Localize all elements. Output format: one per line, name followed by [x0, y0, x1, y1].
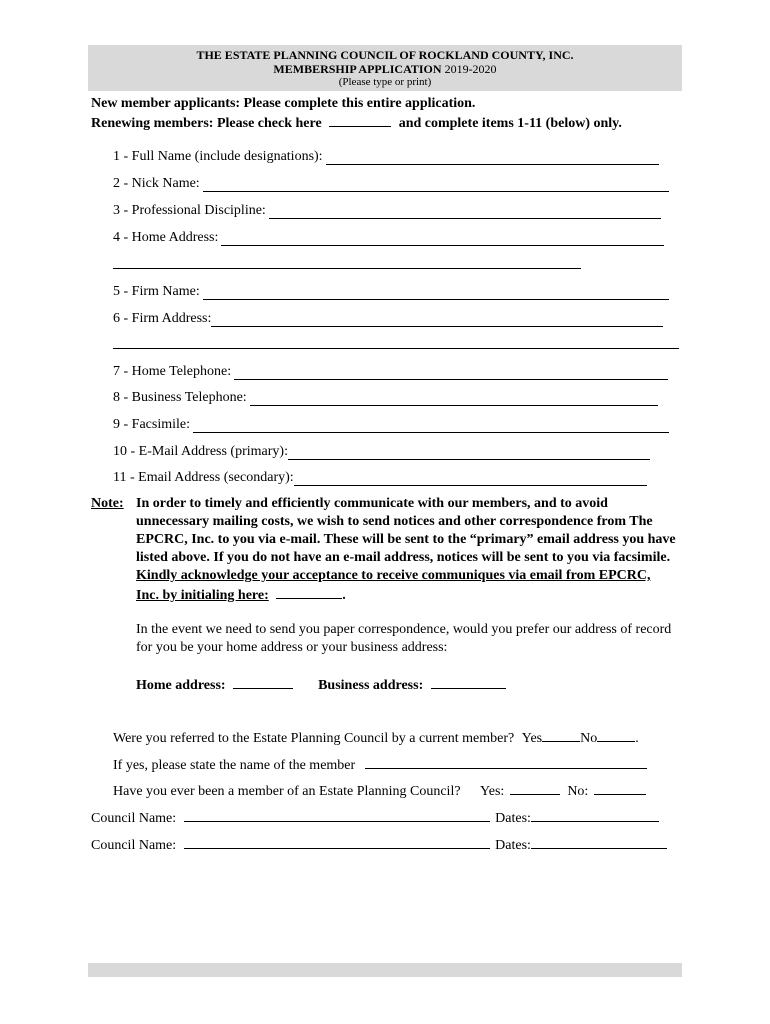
discipline-input[interactable] — [269, 204, 661, 219]
email-primary-row — [113, 442, 650, 460]
ever-member-row — [113, 781, 646, 800]
note-text: In order to timely and efficiently communicate with our members, and to avoid unnecessary mailing costs, we wish to send notices and other correspondence from The EPCRC, Inc. to you via e-mail. These will be sent to the “primary” email address you have listed above. If you do not have an e-mail address, notices will be sent to you via facsimile. — [136, 496, 676, 565]
council-row-2 — [91, 835, 667, 854]
business-address-pref-label: Business address: — [318, 678, 424, 693]
ever-member-question: Have you ever been a member of an Estate Planning Council? — [113, 784, 461, 799]
form-year: 2019-2020 — [444, 62, 497, 76]
email-secondary-input[interactable] — [294, 471, 647, 486]
fax-row — [113, 415, 669, 433]
referred-end: . — [635, 731, 639, 746]
home-phone-row — [113, 362, 668, 380]
full-name-label: 1 - Full Name (include designations): — [113, 149, 323, 164]
business-phone-input[interactable] — [250, 391, 658, 406]
ever-member-no-label: No: — [567, 784, 589, 799]
ever-member-yes-label: Yes: — [480, 784, 505, 799]
org-name: THE ESTATE PLANNING COUNCIL OF ROCKLAND COUNTY, INC. — [196, 48, 574, 62]
member-name-row — [113, 755, 647, 774]
dates-input-1[interactable] — [531, 808, 659, 822]
discipline-label: 3 - Professional Discipline: — [113, 203, 266, 218]
referred-no-label: No — [580, 731, 598, 746]
nick-name-input[interactable] — [203, 177, 669, 192]
ever-member-no-field[interactable] — [594, 781, 646, 795]
referred-row — [113, 728, 639, 747]
home-phone-label: 7 - Home Telephone: — [113, 364, 232, 379]
renewing-suffix: and complete items 1-11 (below) only. — [398, 116, 622, 131]
nick-name-row — [113, 174, 669, 192]
business-phone-label: 8 - Business Telephone: — [113, 390, 247, 405]
note-body — [136, 495, 676, 605]
member-name-input[interactable] — [365, 755, 647, 769]
renewing-prefix: Renewing members: Please check here — [91, 116, 322, 131]
firm-name-row — [113, 282, 669, 300]
council-name-label-2: Council Name: — [91, 838, 177, 853]
member-name-label: If yes, please state the name of the member — [113, 758, 356, 773]
nick-name-label: 2 - Nick Name: — [113, 176, 200, 191]
fax-input[interactable] — [193, 418, 669, 433]
email-secondary-label: 11 - Email Address (secondary): — [113, 470, 294, 485]
footer-band — [88, 963, 682, 977]
firm-address-line-2[interactable] — [113, 348, 679, 349]
firm-address-label: 6 - Firm Address: — [113, 311, 212, 326]
home-address-pref-label: Home address: — [136, 678, 226, 693]
full-name-input[interactable] — [326, 150, 659, 165]
note-end: . — [342, 588, 346, 603]
firm-address-input[interactable] — [211, 312, 663, 327]
email-primary-input[interactable] — [288, 445, 650, 460]
form-instruction: (Please type or print) — [338, 76, 432, 88]
note-acknowledge: Kindly acknowledge your acceptance to receive communiques via email from EPCRC, Inc. by initialing here: — [136, 568, 651, 603]
referred-yes-field[interactable] — [542, 728, 580, 742]
dates-label-1: Dates: — [495, 811, 531, 826]
dates-input-2[interactable] — [531, 835, 667, 849]
home-address-input[interactable] — [221, 231, 664, 246]
firm-address-row — [113, 309, 663, 327]
full-name-row — [113, 147, 659, 165]
new-member-instruction: New member applicants: Please complete this entire application. — [91, 96, 476, 111]
email-secondary-row — [113, 468, 647, 486]
ever-member-yes-field[interactable] — [510, 781, 560, 795]
home-phone-input[interactable] — [234, 365, 668, 380]
firm-name-label: 5 - Firm Name: — [113, 284, 200, 299]
note-label: Note: — [91, 496, 124, 511]
council-name-input-2[interactable] — [184, 835, 490, 849]
address-preference-row — [136, 675, 506, 694]
paper-correspondence-question: In the event we need to send you paper correspondence, would you prefer our address of record for you be your home address or your business address: — [136, 622, 672, 655]
referred-no-field[interactable] — [597, 728, 635, 742]
home-address-line-2[interactable] — [113, 268, 581, 269]
dates-label-2: Dates: — [495, 838, 531, 853]
initial-field[interactable] — [276, 585, 342, 599]
home-address-label: 4 - Home Address: — [113, 230, 219, 245]
council-name-input-1[interactable] — [184, 808, 490, 822]
council-name-label-1: Council Name: — [91, 811, 177, 826]
email-primary-label: 10 - E-Mail Address (primary): — [113, 444, 288, 459]
referred-yes-label: Yes — [521, 731, 543, 746]
renewing-checkbox-field[interactable] — [329, 113, 391, 127]
fax-label: 9 - Facsimile: — [113, 417, 190, 432]
intro — [91, 95, 622, 133]
discipline-row — [113, 201, 661, 219]
form-title-line — [88, 62, 682, 76]
header-band — [88, 45, 682, 91]
form-title: MEMBERSHIP APPLICATION — [273, 62, 442, 76]
business-phone-row — [113, 388, 658, 406]
home-address-pref-field[interactable] — [233, 675, 293, 689]
business-address-pref-field[interactable] — [431, 675, 506, 689]
home-address-row — [113, 228, 664, 246]
council-row-1 — [91, 808, 659, 827]
firm-name-input[interactable] — [203, 285, 669, 300]
renewing-instruction — [91, 113, 622, 133]
referred-question: Were you referred to the Estate Planning Council by a current member? — [113, 731, 515, 746]
